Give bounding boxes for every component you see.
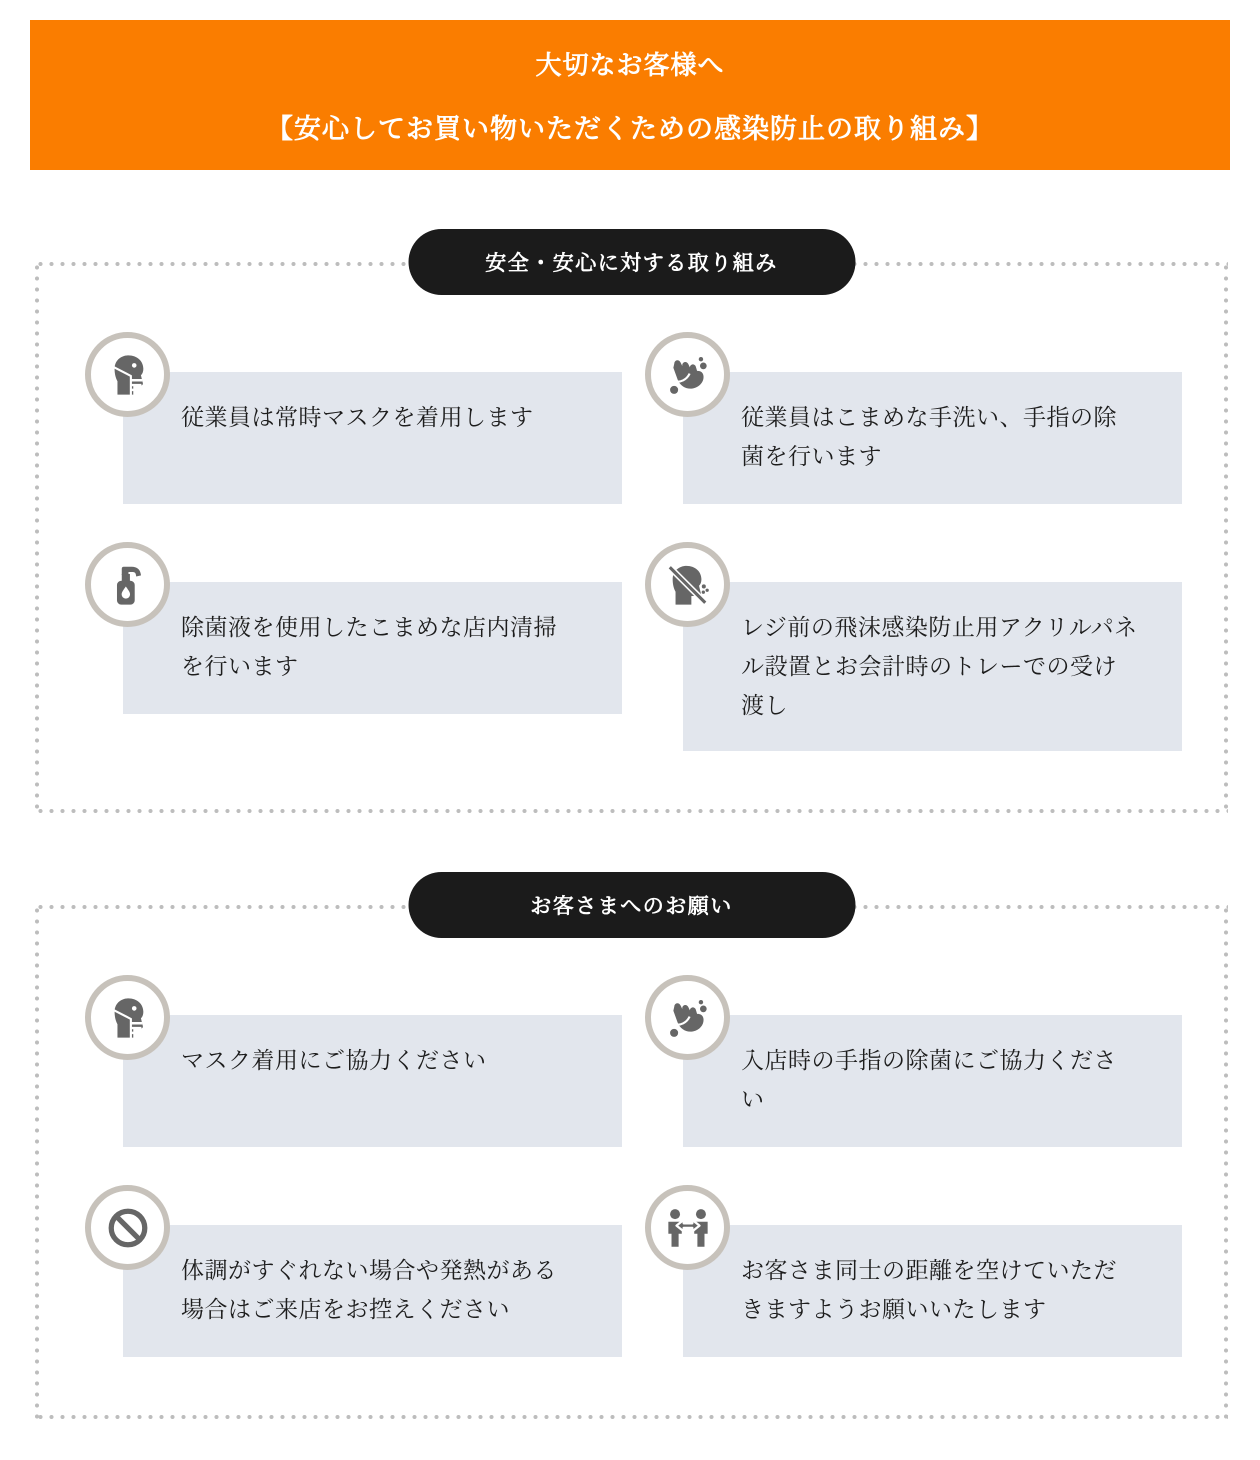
item-text: お客さま同士の距離を空けていただきますようお願いいたします [741,1257,1117,1322]
section-title-pill [408,872,855,938]
measures-grid [85,332,1182,751]
banner-title: 大切なお客様へ [535,49,725,80]
section-title-pill [408,229,855,295]
mask-face-icon [85,975,170,1060]
section-title: 安全・安心に対する取り組み [485,252,778,275]
social-distance-icon [645,1185,730,1270]
hand-wash-icon [645,332,730,417]
item-text: 従業員はこまめな手洗い、手指の除菌を行います [741,404,1117,469]
sanitizer-bottle-icon [85,542,170,627]
list-item [85,332,622,504]
requests-grid [85,975,1182,1357]
item-text-box [683,1015,1182,1147]
item-text-box [683,1225,1182,1357]
item-text: 除菌液を使用したこまめな店内清掃を行います [181,614,557,679]
list-item [645,1185,1182,1357]
item-text: 体調がすぐれない場合や発熱がある場合はご来店をお控えください [181,1257,557,1322]
droplet-guard-icon [645,542,730,627]
header-banner [30,20,1230,170]
item-text: 従業員は常時マスクを着用します [181,404,534,430]
item-text-box [683,582,1182,751]
item-text-box [123,582,622,714]
item-text-box [123,1225,622,1357]
no-entry-icon [85,1185,170,1270]
list-item [85,1185,622,1357]
item-text: マスク着用にご協力ください [181,1047,487,1073]
list-item [645,975,1182,1147]
hand-wash-icon [645,975,730,1060]
section-customer-requests [35,895,1228,1419]
list-item [85,542,622,751]
item-text-box [683,372,1182,504]
section-safety-measures [35,252,1228,813]
item-text: レジ前の飛沫感染防止用アクリルパネル設置とお会計時のトレーでの受け渡し [741,614,1138,718]
list-item [645,332,1182,504]
item-text-box [123,372,622,504]
mask-face-icon [85,332,170,417]
banner-subtitle: 【安心してお買い物いただくための感染防止の取り組み】 [266,113,994,144]
section-title: お客さまへのお願い [530,895,733,918]
item-text-box [123,1015,622,1147]
item-text: 入店時の手指の除菌にご協力ください [741,1047,1117,1112]
list-item [645,542,1182,751]
list-item [85,975,622,1147]
